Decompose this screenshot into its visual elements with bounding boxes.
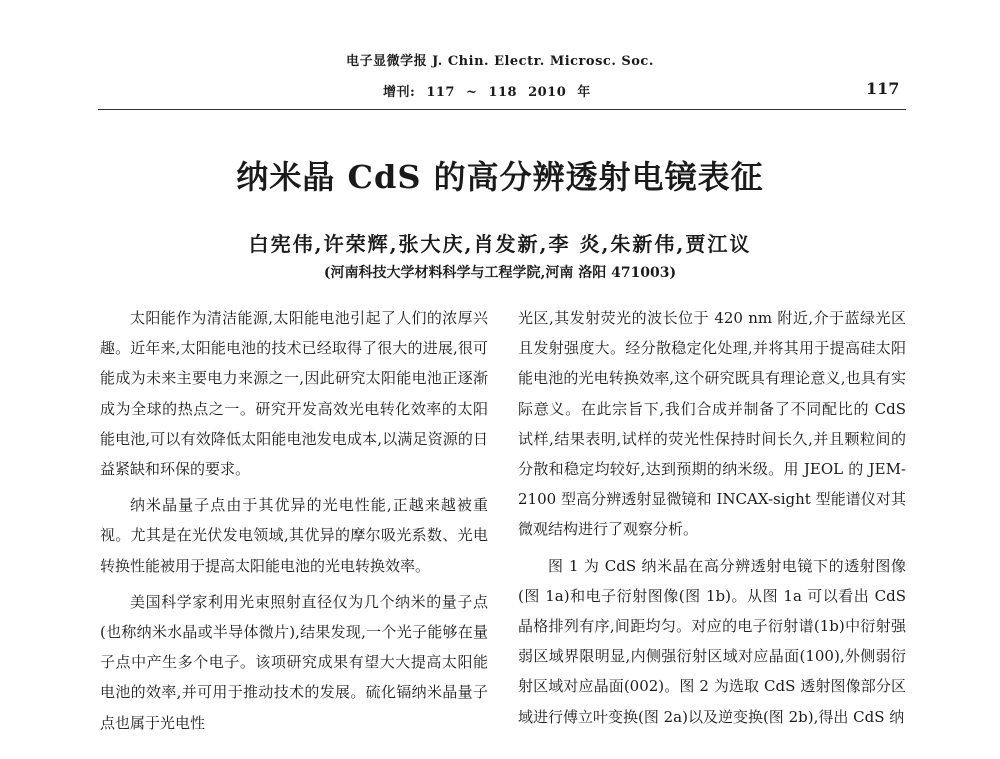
article-title: 纳米晶 CdS 的高分辨透射电镜表征 (236, 158, 764, 196)
issue-info: 增刊: 117 ~ 118 2010 年 (383, 85, 591, 100)
paragraph: 太阳能作为清洁能源,太阳能电池引起了人们的浓厚兴趣。近年来,太阳能电池的技术已经取得了很大的进展,很可能成为未来主要电力来源之一,因此研究太阳能电池正逐渐成为全球的热点之一。研究开发高效光电转化效率的太阳能电池,可以有效降低太阳能电池发电成本,以满足资源的日益紧缺和环保的要求。 (100, 309, 488, 479)
paragraph: 图 1 为 CdS 纳米晶在高分辨透射电镜下的透射图像(图 1a)和电子衍射图像(图 1b)。从图 1a 可以看出 CdS 晶格排列有序,间距均匀。对应的电子衍射谱(1b)中衍射强弱区域界限明显,内侧强衍射区域对应晶面(100),外侧弱衍射区域对应晶面(002)。图 2 为选取 CdS 透射图像部分区域进行傅立叶变换(图 2a)以及逆变换(图 2b),得出 CdS 纳 (518, 556, 906, 726)
paragraph: 美国科学家利用光束照射直径仅为几个纳米的量子点(也称纳米水晶或半导体微片),结果发现,一个光子能够在量子点中产生多个电子。该项研究成果有望大大提高太阳能电池的效率,并可用于推动技术的发展。硫化镉纳米晶量子点也属于光电性 (100, 592, 488, 732)
paragraph: 纳米晶量子点由于其优异的光电性能,正越来越被重视。尤其是在光伏发电领域,其优异的摩尔吸光系数、光电转换性能被用于提高太阳能电池的光电转换效率。 (100, 496, 488, 575)
body-column-left (100, 303, 488, 738)
author-list: 白宪伟,许荣辉,张大庆,肖发新,李 炎,朱新伟,贾江议 (248, 232, 752, 256)
affiliation: (河南科技大学材料科学与工程学院,河南 洛阳 471003) (323, 265, 677, 281)
header-rule (98, 109, 906, 110)
journal-header: 电子显微学报 J. Chin. Electr. Microsc. Soc. (346, 54, 654, 69)
page-number: 117 (866, 79, 900, 98)
body-column-right (518, 303, 906, 732)
paragraph: 光区,其发射荧光的波长位于 420 nm 附近,介于蓝绿光区且发射强度大。经分散稳定化处理,并将其用于提高硅太阳能电池的光电转换效率,这个研究既具有理论意义,也具有实际意义。在此宗旨下,我们合成并制备了不同配比的 CdS 试样,结果表明,试样的荧光性保持时间长久,并且颗粒间的分散和稳定均较好,达到预期的纳米级。用 JEOL 的 JEM-2100 型高分辨透射显微镜和 INCAX-sight 型能谱仪对其微观结构进行了观察分析。 (518, 309, 906, 539)
